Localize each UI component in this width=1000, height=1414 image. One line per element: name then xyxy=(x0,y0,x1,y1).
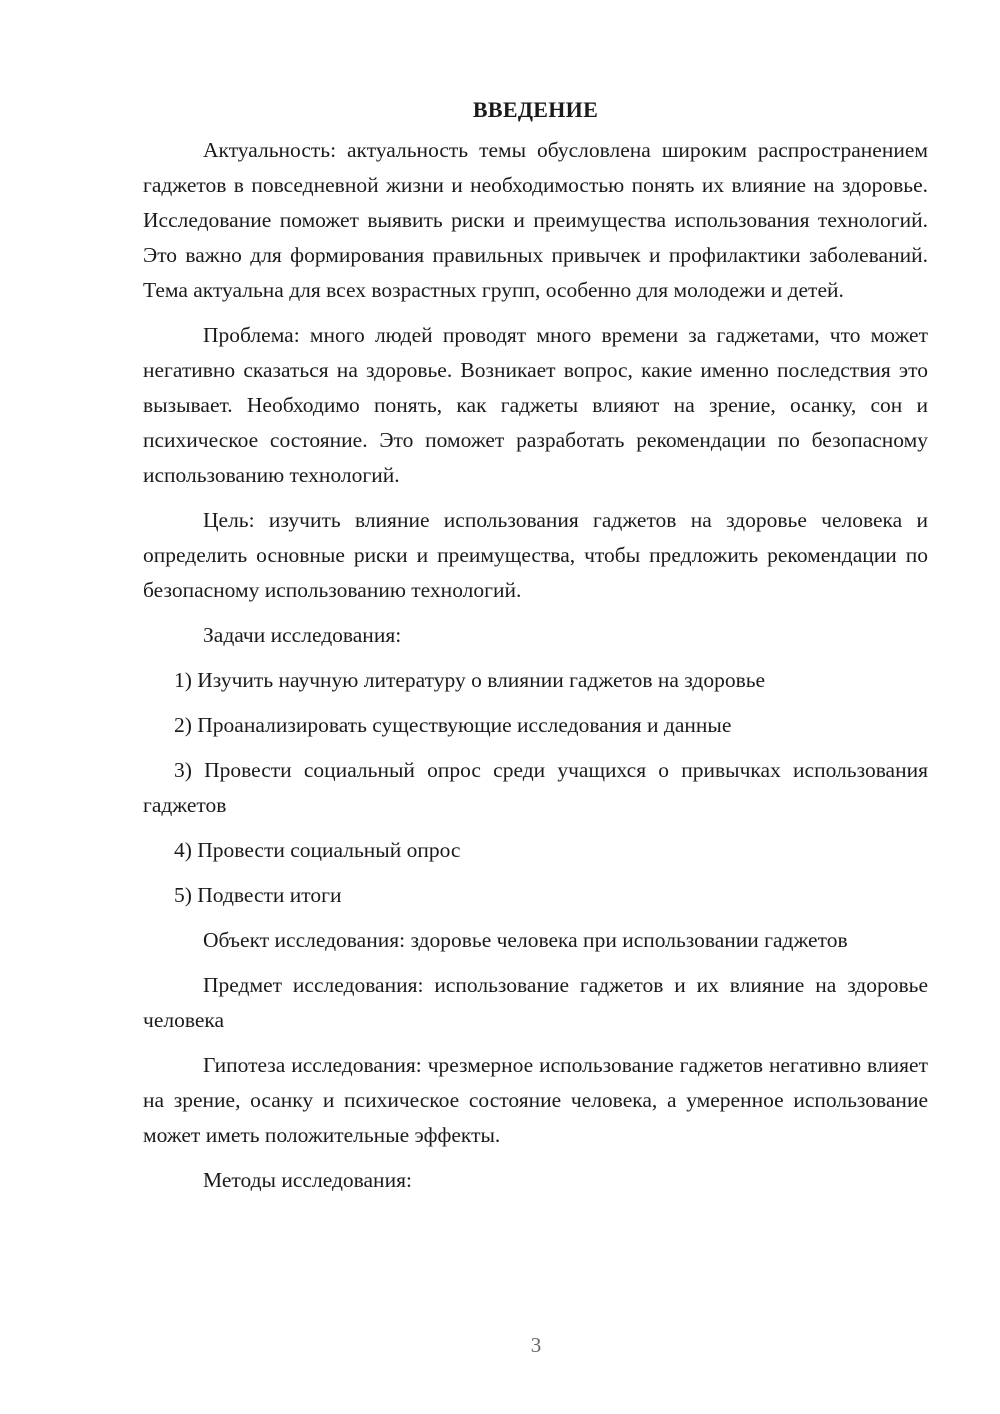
paragraph-goal: Цель: изучить влияние использования гаджетов на здоровье человека и определить основные риски и преимущества, чтобы предложить рекомендации по безопасному использованию технологий. xyxy=(143,508,928,602)
paragraph-problem: Проблема: много людей проводят много времени за гаджетами, что может негативно сказаться на здоровье. Возникает вопрос, какие именно последствия это вызывает. Необходимо понять, как гаджеты влияют на зрение, осанку, сон и психическое состояние. Это поможет разработать рекомендации по безопасному использованию технологий. xyxy=(143,323,928,487)
list-item: 4) Провести социальный опрос xyxy=(174,838,461,862)
document-page xyxy=(143,92,928,1208)
list-item: 1) Изучить научную литературу о влиянии гаджетов на здоровье xyxy=(174,668,766,692)
list-item: 3) Провести социальный опрос среди учащихся о привычках использования гаджетов xyxy=(143,758,928,817)
paragraph-subject: Предмет исследования: использование гаджетов и их влияние на здоровье человека xyxy=(143,973,928,1032)
list-item: 5) Подвести итоги xyxy=(174,883,342,907)
methods-heading: Методы исследования: xyxy=(203,1168,412,1192)
paragraph-hypothesis: Гипотеза исследования: чрезмерное использование гаджетов негативно влияет на зрение, осанку и психическое состояние человека, а умеренное использование может иметь положительные эффекты. xyxy=(143,1053,928,1147)
paragraph-relevance: Актуальность: актуальность темы обусловлена широким распространением гаджетов в повседневной жизни и необходимостью понять их влияние на здоровье. Исследование поможет выявить риски и преимущества использования технологий. Это важно для формирования правильных привычек и профилактики заболеваний. Тема актуальна для всех возрастных групп, особенно для молодежи и детей. xyxy=(143,138,928,302)
paragraph-object: Объект исследования: здоровье человека при использовании гаджетов xyxy=(203,928,848,952)
tasks-heading: Задачи исследования: xyxy=(203,623,402,647)
page-number: 3 xyxy=(530,1333,542,1357)
tasks-list xyxy=(143,663,928,913)
page-title: ВВЕДЕНИЕ xyxy=(472,97,599,122)
list-item: 2) Проанализировать существующие исследования и данные xyxy=(174,713,732,737)
